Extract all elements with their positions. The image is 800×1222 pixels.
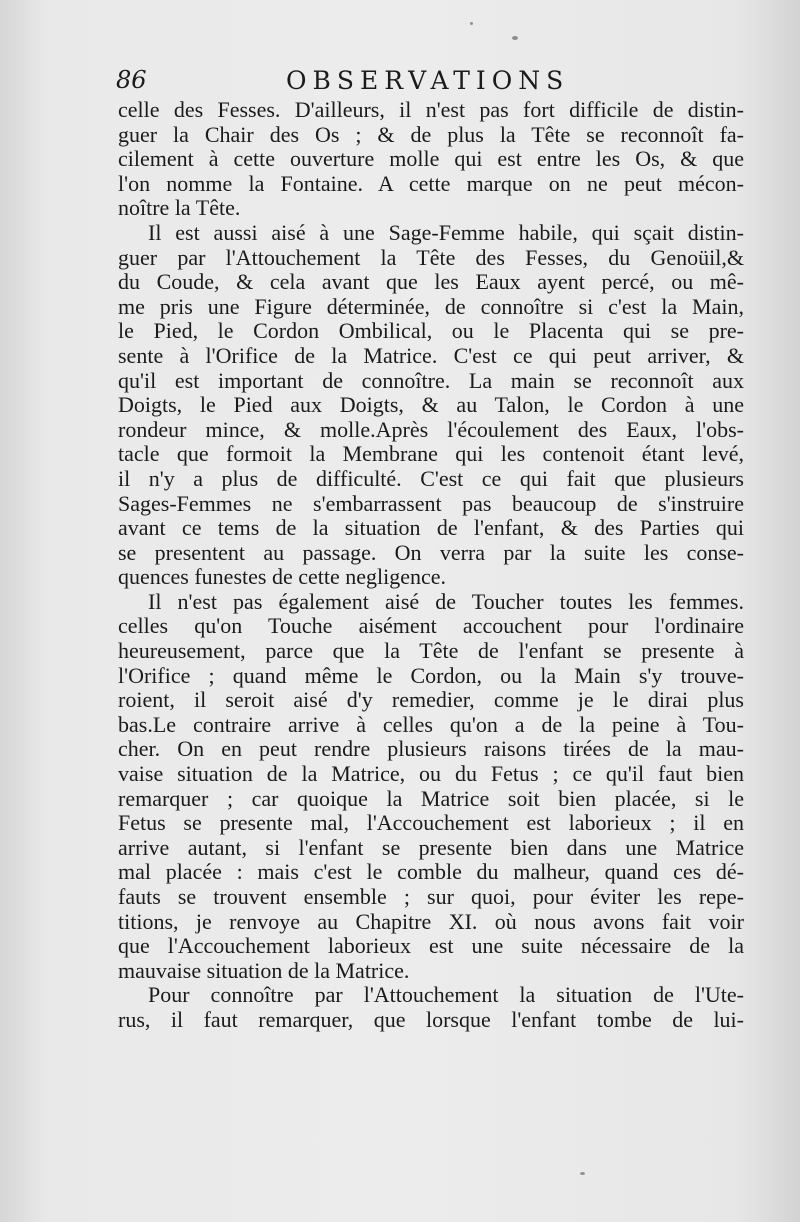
text-line: me pris une Figure déterminée, de connoître si c'est la Main, (118, 294, 744, 319)
text-line: tacle que formoit la Membrane qui les contenoit étant levé, (118, 442, 744, 467)
text-line: arrive autant, si l'enfant se presente bien dans une Matrice (118, 835, 744, 860)
text-line: remarquer ; car quoique la Matrice soit bien placée, si le (118, 786, 744, 811)
text-line: heureusement, parce que la Tête de l'enfant se presente à (118, 639, 744, 664)
text-line: mauvaise situation de la Matrice. (118, 958, 410, 983)
page-header (116, 66, 746, 100)
text-line: rondeur mince, & molle.Après l'écoulement des Eaux, l'obs- (118, 417, 744, 442)
text-line: noître la Tête. (118, 196, 241, 221)
text-line: fauts se trouvent ensemble ; sur quoi, pour éviter les repe- (118, 885, 744, 909)
text-line: l'on nomme la Fontaine. A cette marque on ne peut mécon- (118, 171, 744, 196)
text-line: se presentent au passage. On verra par la suite les conse- (118, 540, 744, 565)
text-line: vaise situation de la Matrice, ou du Fetus ; ce qu'il faut bien (118, 762, 744, 787)
text-line: Fetus se presente mal, l'Accouchement est laborieux ; il en (118, 811, 744, 836)
text-line: rus, il faut remarquer, que lorsque l'enfant tombe de lui- (118, 1007, 744, 1032)
text-line: l'Orifice ; quand même le Cordon, ou la Main s'y trouve- (118, 663, 744, 688)
body-text (118, 98, 744, 1033)
text-line: Il n'est pas également aisé de Toucher toutes les femmes. (148, 589, 744, 614)
text-line: Sages-Femmes ne s'embarrassent pas beaucoup de s'instruire (118, 491, 744, 516)
text-line: bas.Le contraire arrive à celles qu'on a de la peine à Tou- (118, 712, 744, 737)
text-line: guer par l'Attouchement la Tête des Fesses, du Genoüil,& (118, 245, 744, 270)
text-line: que l'Accouchement laborieux est une suite nécessaire de la (118, 934, 744, 959)
text-line: il n'y a plus de difficulté. C'est ce qui fait que plusieurs (118, 466, 744, 491)
text-line: Doigts, le Pied aux Doigts, & au Talon, le Cordon à une (118, 393, 744, 418)
text-line: qu'il est important de connoître. La main se reconnoît aux (118, 368, 744, 393)
text-line: avant ce tems de la situation de l'enfant, & des Parties qui (118, 516, 744, 541)
ink-speck (580, 1172, 585, 1175)
text-line: le Pied, le Cordon Ombilical, ou le Placenta qui se pre- (118, 319, 744, 344)
text-line: Il est aussi aisé à une Sage-Femme habile, qui sçait distin- (148, 220, 744, 245)
text-line: cher. On en peut rendre plusieurs raisons tirées de la mau- (118, 737, 744, 762)
text-line: du Coude, & cela avant que les Eaux ayent percé, ou mê- (118, 270, 744, 295)
page-number: 86 (116, 66, 147, 94)
text-line: celles qu'on Touche aisément accouchent pour l'ordinaire (118, 614, 744, 639)
text-line: sente à l'Orifice de la Matrice. C'est ce qui peut arriver, & (118, 343, 744, 368)
text-line: cilement à cette ouverture molle qui est entre les Os, & que (118, 147, 744, 172)
text-line: titions, je renvoye au Chapitre XI. où nous avons fait voir (118, 909, 744, 934)
text-line: celle des Fesses. D'ailleurs, il n'est pas fort difficile de distin- (118, 98, 744, 122)
text-line: quences funestes de cette negligence. (118, 565, 447, 590)
text-line: Pour connoître par l'Attouchement la situation de l'Ute- (148, 983, 744, 1008)
text-line: mal placée : mais c'est le comble du malheur, quand ces dé- (118, 860, 744, 885)
running-head: OBSERVATIONS (286, 66, 570, 95)
ink-speck (512, 36, 518, 40)
text-line: roient, il seroit aisé d'y remedier, comme je le dirai plus (118, 688, 744, 713)
text-line: guer la Chair des Os ; & de plus la Tête se reconnoît fa- (118, 122, 744, 147)
ink-speck (470, 22, 473, 25)
